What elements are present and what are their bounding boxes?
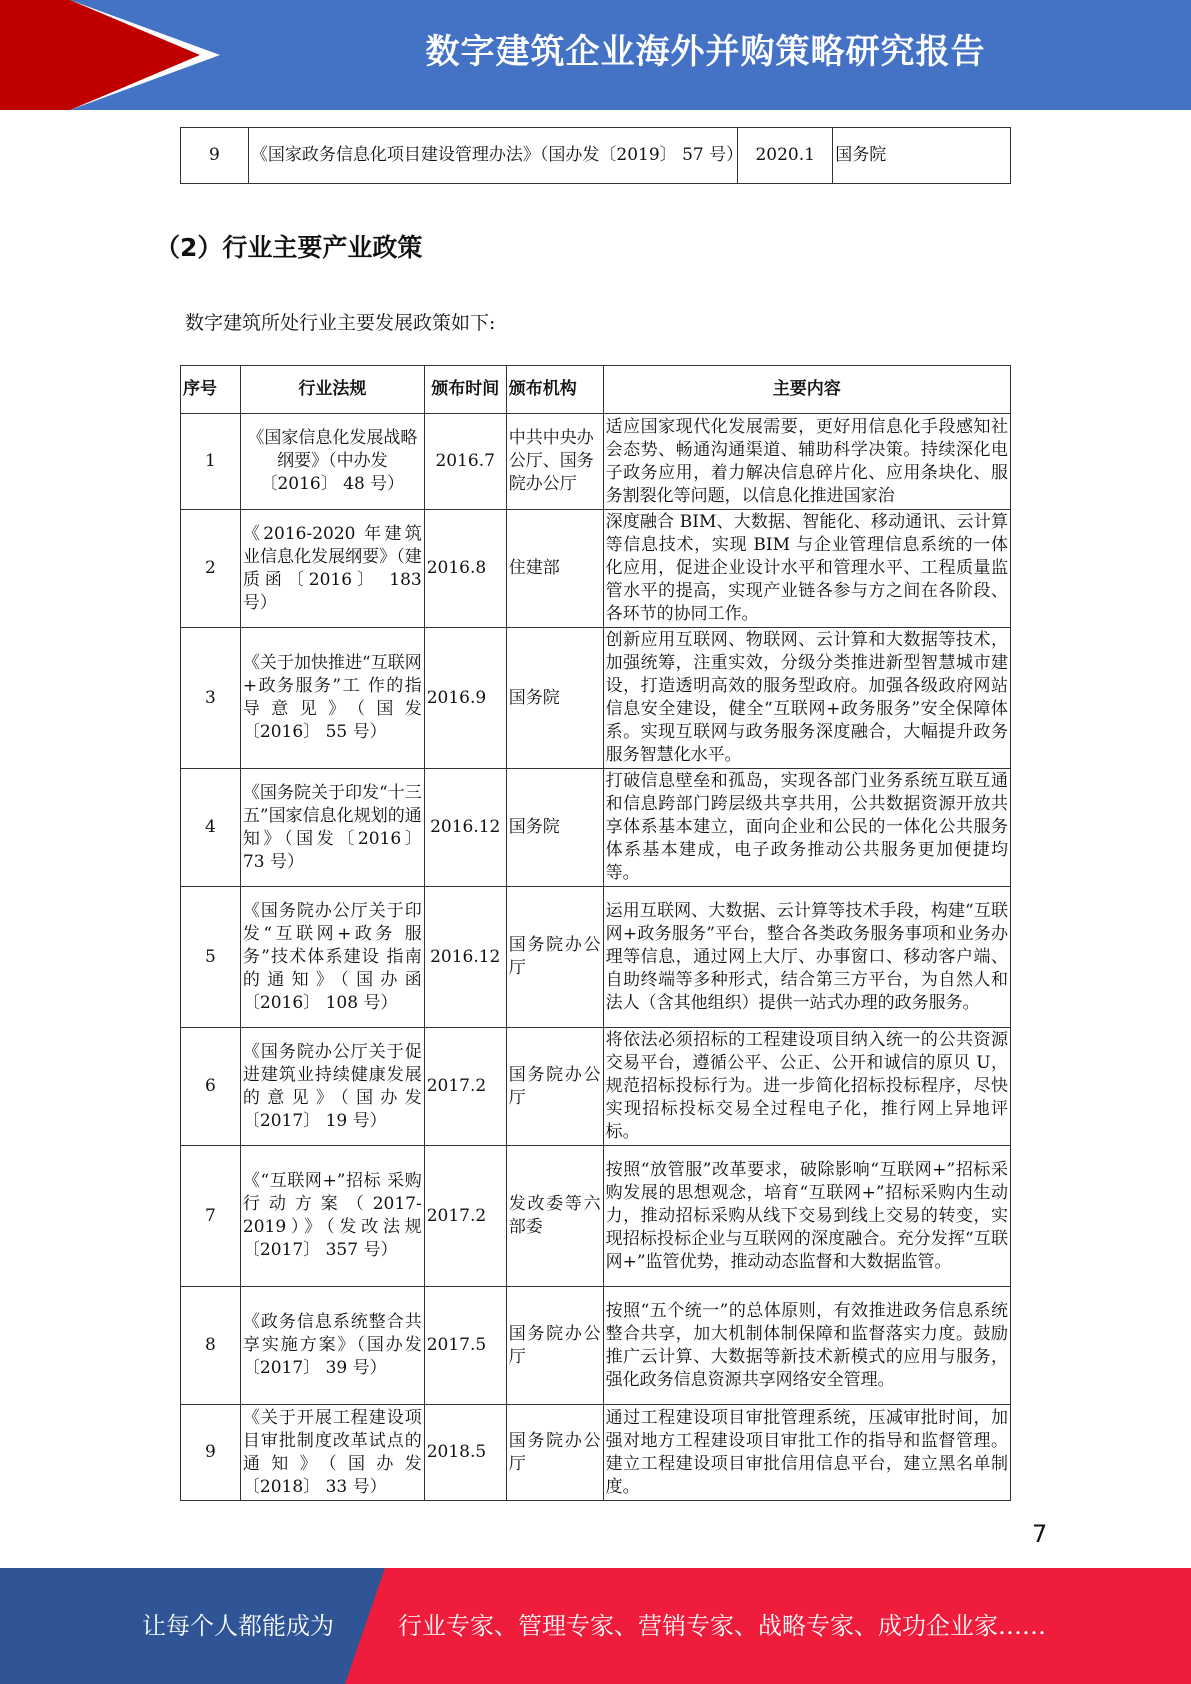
table-row xyxy=(181,769,1011,887)
regulation-name: 《2016-2020 年建筑 业信息化发展纲要》（建质函〔2016〕 183 号） xyxy=(240,510,424,628)
table-row xyxy=(181,887,1011,1028)
policy-content: 打破信息壁垒和孤岛，实现各部门业务系统互联互通和信息跨部门跨层级共享共用，公共数据资源开放共享体系基本建立，面向企业和公民的一体化公共服务体系基本建成，电子政务推动公共服务更加便捷均等。 xyxy=(603,769,1010,887)
issuing-body: 国务院办公厅 xyxy=(506,1028,603,1146)
table-row xyxy=(181,128,1011,184)
regulation-name: 《“互联网+”招标 采购行动方案（2017-2019）》（发改法规〔2017〕 357 号） xyxy=(240,1146,424,1287)
issuing-body: 发改委等六部委 xyxy=(506,1146,603,1287)
section-intro: 数字建筑所处行业主要发展政策如下: xyxy=(185,312,496,334)
row-number: 8 xyxy=(181,1287,241,1405)
table-row xyxy=(181,1405,1011,1501)
page-footer xyxy=(0,1568,1191,1684)
row-number: 9 xyxy=(181,1405,241,1501)
policy-content: 通过工程建设项目审批管理系统，压减审批时间，加强对地方工程建设项目审批工作的指导和监督管理。建立工程建设项目审批信用信息平台，建立黑名单制度。 xyxy=(603,1405,1010,1501)
table-row xyxy=(181,510,1011,628)
issue-date: 2016.8 xyxy=(424,510,506,628)
top-policy-table xyxy=(180,127,1011,184)
footer-slogan-left: 让每个人都能成为 xyxy=(142,1612,334,1640)
policy-content: 将依法必须招标的工程建设项目纳入统一的公共资源交易平台，遵循公平、公正、公开和诚信的原贝 U，规范招标投标行为。进一步简化招标投标程序，尽快实现招标投标交易全过程电子化，推行网上异地评标。 xyxy=(603,1028,1010,1146)
policy-content: 按照“五个统一”的总体原则，有效推进政务信息系统整合共享，加大机制体制保障和监督落实力度。鼓励推广云计算、大数据等新技术新模式的应用与服务，强化政务信息资源共享网络安全管理。 xyxy=(603,1287,1010,1405)
regulation-name: 《国家政务信息化项目建设管理办法》（国办发〔2019〕 57 号） xyxy=(248,128,737,184)
table-header-row xyxy=(181,366,1011,414)
policy-content xyxy=(603,414,1010,510)
policy-content: 运用互联网、大数据、云计算等技术手段，构建“互联网+政务服务”平台，整合各类政务服务事项和业务办理等信息，通过网上大厅、办事窗口、移动客户端、自助终端等多种形式，结合第三方平台，为自然人和法人（含其他组织）提供一站式办理的政务服务。 xyxy=(603,887,1010,1028)
table-row xyxy=(181,1287,1011,1405)
row-number: 5 xyxy=(181,887,241,1028)
issue-date: 2016.12 xyxy=(424,887,506,1028)
regulation-name: 《国务院办公厅关于促进建筑业持续健康发展的意见》（国办发〔2017〕 19 号） xyxy=(240,1028,424,1146)
issue-date: 2020.1 xyxy=(738,128,833,184)
header-red-accent xyxy=(0,0,70,110)
header-date: 颁布时间 xyxy=(424,366,506,414)
row-number: 4 xyxy=(181,769,241,887)
issuing-body: 国务院 xyxy=(506,769,603,887)
footer-slogan-right: 行业专家、管理专家、营销专家、战略专家、成功企业家…… xyxy=(398,1612,1046,1640)
issue-date: 2016.9 xyxy=(424,628,506,769)
header-name: 行业法规 xyxy=(240,366,424,414)
table-row xyxy=(181,1146,1011,1287)
policy-content: 深度融合 BIM、大数据、智能化、移动通讯、云计算等信息技术，实现 BIM 与企业管理信息系统的一体化应用，促进企业设计水平和管理水平、工程质量监管水平的提高，实现产业链各参与方之间在各阶段、各环节的协同工作。 xyxy=(603,510,1010,628)
row-number: 7 xyxy=(181,1146,241,1287)
regulation-name: 《关于开展工程建设项目审批制度改革试点的通知》（国办发〔2018〕 33 号） xyxy=(240,1405,424,1501)
header-arrow xyxy=(70,0,200,110)
regulation-name: 《国家信息化发展战略纲要》（中办发〔2016〕 48 号） xyxy=(240,414,424,510)
regulation-name: 《国务院关于印发“十三五”国家信息化规划的通知》（国发〔2016〕 73 号） xyxy=(240,769,424,887)
page-header xyxy=(0,0,1191,110)
row-number: 6 xyxy=(181,1028,241,1146)
issuing-body: 中共中央办公厅、国务院办公厅 xyxy=(506,414,603,510)
policy-content: 创新应用互联网、物联网、云计算和大数据等技术，加强统筹，注重实效，分级分类推进新型智慧城市建设，打造透明高效的服务型政府。加强各级政府网站信息安全建设，健全“互联网+政务服务”安全保障体系。实现互联网与政务服务深度融合，大幅提升政务服务智慧化水平。 xyxy=(603,628,1010,769)
row-number: 3 xyxy=(181,628,241,769)
issuing-body: 国务院办公厅 xyxy=(506,1287,603,1405)
report-title: 数字建筑企业海外并购策略研究报告 xyxy=(425,32,986,72)
row-number: 9 xyxy=(181,128,249,184)
page-number: 7 xyxy=(1032,1520,1048,1548)
issuing-body: 国务院 xyxy=(833,128,1011,184)
issue-date: 2017.2 xyxy=(424,1028,506,1146)
issuing-body: 国务院办公厅 xyxy=(506,887,603,1028)
regulation-name: 《政务信息系统整合共享实施方案》（国办发〔2017〕 39 号） xyxy=(240,1287,424,1405)
issue-date: 2017.5 xyxy=(424,1287,506,1405)
header-content: 主要内容 xyxy=(603,366,1010,414)
issuing-body: 住建部 xyxy=(506,510,603,628)
table-row xyxy=(181,414,1011,510)
policy-content-text: 适应国家现代化发展需要，更好用信息化手段感知社会态势、畅通沟通渠道、辅助科学决策。持续深化电子政务应用，着力解决信息碎片化、应用条块化、服务割裂化等问题，以信息化推进国家治 xyxy=(605,416,1008,506)
row-number: 1 xyxy=(181,414,241,510)
regulation-name: 《关于加快推进“互联网+政务服务”工 作的指导意见》（国发〔2016〕 55 号） xyxy=(240,628,424,769)
issue-date: 2016.12 xyxy=(424,769,506,887)
policy-content: 按照“放管服”改革要求，破除影响“互联网+”招标采购发展的思想观念，培育“互联网+”招标采购内生动力，推动招标采购从线下交易到线上交易的转变，实现招标投标企业与互联网的深度融合。充分发挥“互联网+”监管优势，推动动态监督和大数据监管。 xyxy=(603,1146,1010,1287)
table-row xyxy=(181,628,1011,769)
row-number: 2 xyxy=(181,510,241,628)
regulation-name: 《国务院办公厅关于印发“互联网+政务 服务”技术体系建设 指南的通知》（国办函〔2016〕 108 号） xyxy=(240,887,424,1028)
issuing-body: 国务院办公厅 xyxy=(506,1405,603,1501)
issue-date: 2018.5 xyxy=(424,1405,506,1501)
section-heading: （2）行业主要产业政策 xyxy=(155,233,423,262)
table-row xyxy=(181,1028,1011,1146)
header-org: 颁布机构 xyxy=(506,366,603,414)
issuing-body: 国务院 xyxy=(506,628,603,769)
issue-date: 2017.2 xyxy=(424,1146,506,1287)
header-no: 序号 xyxy=(181,366,241,414)
issue-date: 2016.7 xyxy=(424,414,506,510)
policy-table xyxy=(180,365,1011,1501)
